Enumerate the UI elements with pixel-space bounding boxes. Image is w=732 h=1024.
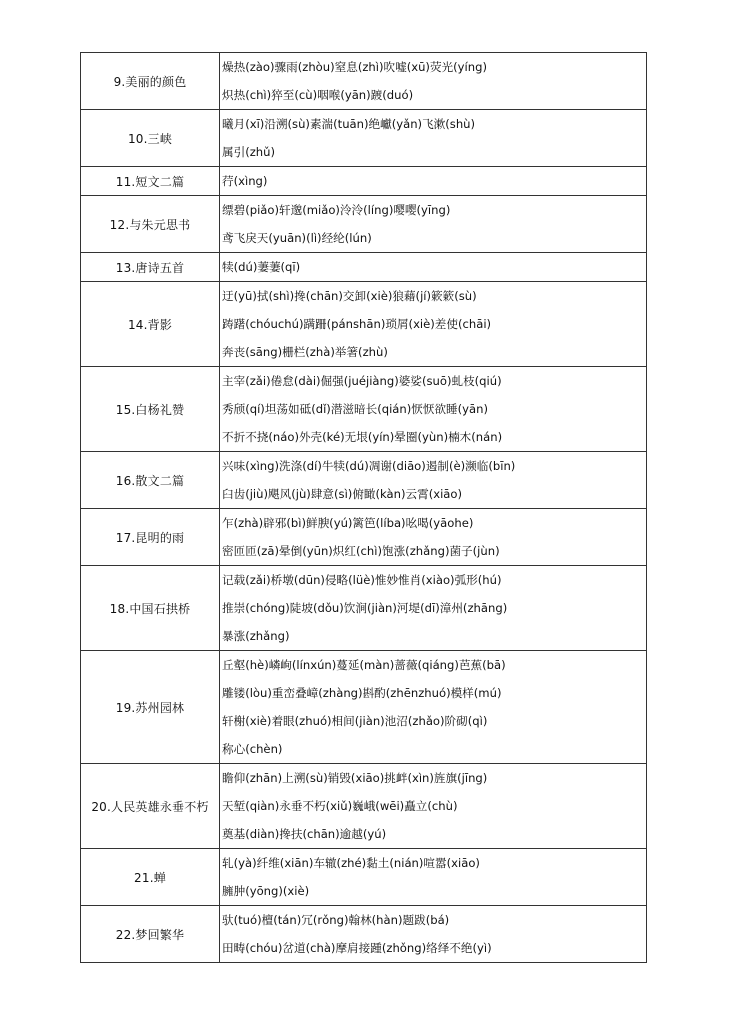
vocabulary-line: 犊(dú)萋萋(qī) xyxy=(222,260,301,274)
lesson-title: 19.苏州园林 xyxy=(81,651,220,764)
lesson-title: 18.中国石拱桥 xyxy=(81,566,220,651)
table-row xyxy=(81,367,647,452)
table-row xyxy=(81,253,647,282)
vocabulary-line: 瞻仰(zhān)上溯(sù)销毁(xiāo)挑衅(xìn)旌旗(jīng) xyxy=(222,771,488,785)
vocabulary-line: 踌躇(chóuchú)蹒跚(pánshān)琐屑(xiè)差使(chāi) xyxy=(222,317,492,331)
vocabulary-line: 记载(zǎi)桥墩(dūn)侵略(lüè)惟妙惟肖(xiào)弧形(hú) xyxy=(222,573,502,587)
table-row xyxy=(81,651,647,764)
vocabulary-line: 炽热(chì)猝至(cù)咽喉(yān)踱(duó) xyxy=(222,88,414,102)
vocabulary-line: 雕镂(lòu)重峦叠嶂(zhàng)斟酌(zhēnzhuó)模样(mú) xyxy=(222,686,502,700)
lesson-title: 16.散文二篇 xyxy=(81,452,220,509)
table-row xyxy=(81,167,647,196)
vocabulary-cell xyxy=(220,253,647,282)
lesson-title: 22.梦回繁华 xyxy=(81,906,220,963)
table-row xyxy=(81,282,647,367)
lesson-title: 15.白杨礼赞 xyxy=(81,367,220,452)
lesson-title: 12.与朱元思书 xyxy=(81,196,220,253)
lesson-title: 20.人民英雄永垂不朽 xyxy=(81,764,220,849)
vocabulary-line: 轩榭(xiè)着眼(zhuó)相间(jiàn)池沼(zhǎo)阶砌(qì) xyxy=(222,714,488,728)
vocabulary-line: 臃肿(yōng)(xiè) xyxy=(222,884,310,898)
vocabulary-line: 臼齿(jiù)飓风(jù)肆意(sì)俯瞰(kàn)云霄(xiāo) xyxy=(222,487,463,501)
vocabulary-line: 丘壑(hè)嶙峋(línxún)蔓延(màn)蔷薇(qiáng)芭蕉(bā) xyxy=(222,658,506,672)
table-row xyxy=(81,849,647,906)
vocabulary-line: 密匝匝(zā)晕倒(yūn)炽红(chì)饱涨(zhǎng)菌子(jùn) xyxy=(222,544,500,558)
table-row xyxy=(81,110,647,167)
vocabulary-cell xyxy=(220,196,647,253)
vocabulary-line: 曦月(xī)沿溯(sù)素湍(tuān)绝巘(yǎn)飞漱(shù) xyxy=(222,117,476,131)
vocabulary-line: 鸢飞戾天(yuān)(lì)经纶(lún) xyxy=(222,231,372,245)
lesson-title: 10.三峡 xyxy=(81,110,220,167)
vocabulary-cell xyxy=(220,566,647,651)
vocabulary-line: 兴味(xìng)洗涤(dí)牛犊(dú)凋谢(diāo)遏制(è)濒临(bīn) xyxy=(222,459,516,473)
vocabulary-cell xyxy=(220,849,647,906)
vocabulary-line: 不折不挠(náo)外壳(ké)无垠(yín)晕圈(yùn)楠木(nán) xyxy=(222,430,503,444)
vocabulary-line: 田畴(chóu)岔道(chà)摩肩接踵(zhǒng)络绎不绝(yì) xyxy=(222,941,492,955)
lesson-title: 14.背影 xyxy=(81,282,220,367)
vocabulary-line: 驮(tuó)檀(tán)冗(rǒng)翰林(hàn)题跋(bá) xyxy=(222,913,450,927)
vocabulary-line: 属引(zhǔ) xyxy=(222,145,276,159)
table-row xyxy=(81,566,647,651)
vocabulary-line: 暴涨(zhǎng) xyxy=(222,629,290,643)
vocabulary-line: 秀颀(qí)坦荡如砥(dǐ)潜滋暗长(qián)恹恹欲睡(yān) xyxy=(222,402,489,416)
vocabulary-line: 燥热(zào)骤雨(zhòu)窒息(zhì)吹嘘(xū)荧光(yíng) xyxy=(222,60,487,74)
vocabulary-cell xyxy=(220,452,647,509)
vocabulary-line: 缥碧(piǎo)轩邈(miǎo)泠泠(líng)嘤嘤(yīng) xyxy=(222,203,451,217)
lesson-title: 9.美丽的颜色 xyxy=(81,53,220,110)
vocabulary-cell xyxy=(220,167,647,196)
vocabulary-cell xyxy=(220,367,647,452)
vocabulary-line: 主宰(zǎi)倦怠(dài)倔强(juéjiàng)婆娑(suō)虬枝(qiú) xyxy=(222,374,502,388)
vocabulary-line: 奔丧(sāng)栅栏(zhà)举箸(zhù) xyxy=(222,345,388,359)
table-row xyxy=(81,509,647,566)
vocabulary-cell xyxy=(220,509,647,566)
vocabulary-cell xyxy=(220,110,647,167)
vocabulary-cell xyxy=(220,53,647,110)
table-row xyxy=(81,53,647,110)
vocabulary-line: 奠基(diàn)搀扶(chān)逾越(yú) xyxy=(222,827,387,841)
table-row xyxy=(81,196,647,253)
table-row xyxy=(81,764,647,849)
vocabulary-cell xyxy=(220,651,647,764)
lesson-title: 11.短文二篇 xyxy=(81,167,220,196)
lesson-title: 17.昆明的雨 xyxy=(81,509,220,566)
table-row xyxy=(81,452,647,509)
vocabulary-cell xyxy=(220,906,647,963)
vocabulary-line: 推崇(chóng)陡坡(dǒu)饮涧(jiàn)河堤(dī)漳州(zhāng) xyxy=(222,601,508,615)
vocabulary-line: 迂(yū)拭(shì)搀(chān)交卸(xiè)狼藉(jí)簌簌(sù) xyxy=(222,289,477,303)
vocabulary-cell xyxy=(220,764,647,849)
vocabulary-line: 称心(chèn) xyxy=(222,742,283,756)
vocabulary-line: 荇(xìng) xyxy=(222,174,268,188)
lesson-title: 21.蝉 xyxy=(81,849,220,906)
vocabulary-line: 天堑(qiàn)永垂不朽(xiǔ)巍峨(wēi)矗立(chù) xyxy=(222,799,458,813)
vocabulary-line: 轧(yà)纤维(xiān)车辙(zhé)黏土(nián)喧嚣(xiāo) xyxy=(222,856,480,870)
vocabulary-cell xyxy=(220,282,647,367)
table-row xyxy=(81,906,647,963)
vocabulary-table xyxy=(80,52,647,963)
vocabulary-line: 乍(zhà)辟邪(bì)鲜腴(yú)篱笆(líba)吆喝(yāohe) xyxy=(222,516,474,530)
lesson-title: 13.唐诗五首 xyxy=(81,253,220,282)
